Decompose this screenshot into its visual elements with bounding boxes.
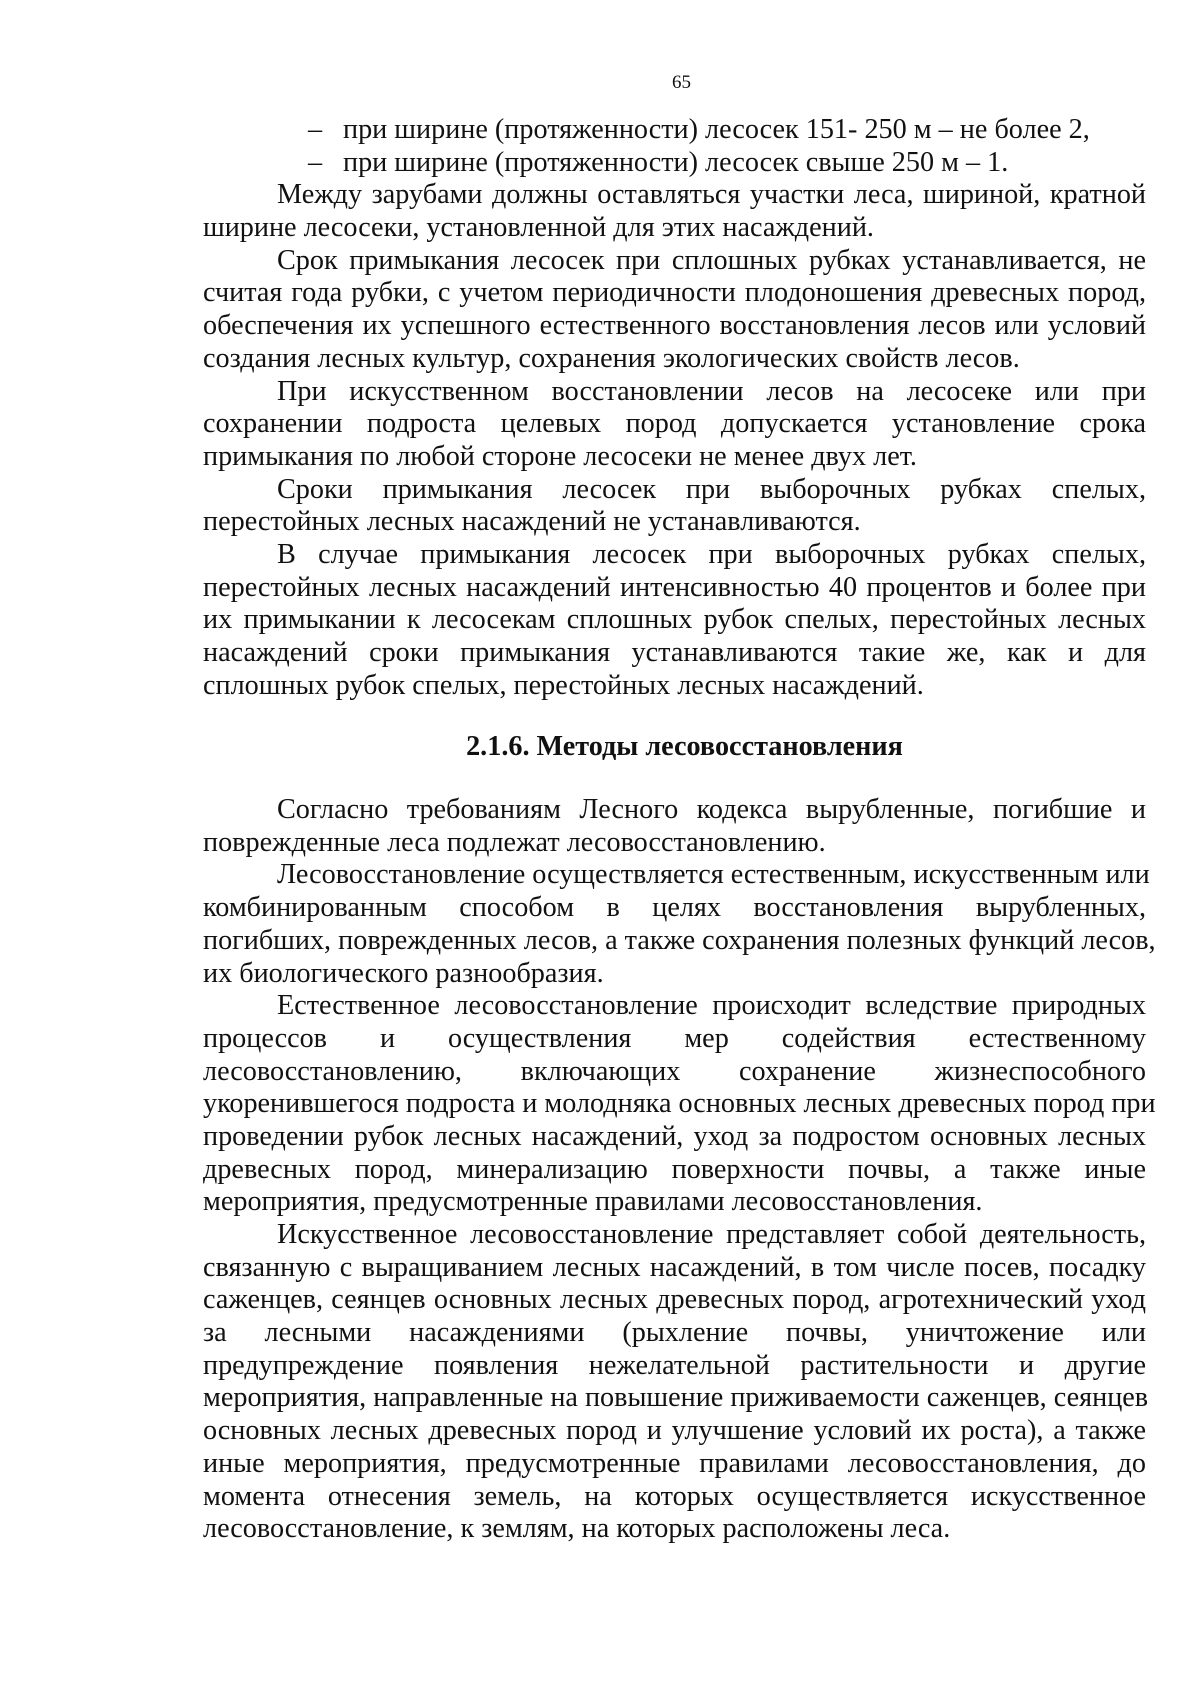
body-text: [203, 114, 1156, 1546]
paragraph: [203, 474, 1146, 539]
paragraph-line: сплошных рубок спелых, перестойных лесных насаждений.: [203, 669, 924, 701]
paragraph-line: Искусственное лесовосстановление представляет собой деятельность,: [277, 1219, 1146, 1250]
paragraph-line: предупреждение появления нежелательной растительности и другие: [203, 1349, 1146, 1381]
section-heading: 2.1.6. Методы лесовосстановления: [466, 731, 903, 763]
paragraph: [203, 1219, 1149, 1546]
list-item: [203, 147, 1146, 180]
paragraph-line: Срок примыкания лесосек при сплошных рубках устанавливается, не: [277, 244, 1146, 276]
paragraph: [203, 179, 1146, 244]
paragraph: [203, 794, 1146, 859]
paragraph-line: поврежденные леса подлежат лесовосстановлению.: [203, 826, 826, 858]
paragraph: [203, 376, 1146, 474]
list-marker: –: [308, 114, 323, 145]
paragraph-line: Лесовосстановление осуществляется естественным, искусственным или: [277, 859, 1150, 891]
paragraph-line: мероприятия, предусмотренные правилами лесовосстановления.: [203, 1186, 983, 1218]
paragraph-line: иные мероприятия, предусмотренные правилами лесовосстановления, до: [203, 1447, 1146, 1479]
paragraph-line: В случае примыкания лесосек при выборочных рубках спелых,: [277, 538, 1146, 570]
paragraph-line: проведении рубок лесных насаждений, уход за подростом основных лесных: [203, 1120, 1146, 1152]
paragraph-group: [203, 794, 1156, 1546]
paragraph-line: мероприятия, направленные на повышение приживаемости саженцев, сеянцев: [203, 1382, 1149, 1414]
paragraph-line: сохранении подроста целевых пород допускается установление срока: [203, 408, 1146, 440]
paragraph: [203, 990, 1156, 1219]
paragraph-line: перестойных лесных насаждений не устанавливаются.: [203, 506, 861, 538]
paragraph-line: Согласно требованиям Лесного кодекса вырубленные, погибшие и: [277, 794, 1146, 826]
paragraph-line: перестойных лесных насаждений интенсивностью 40 процентов и более при: [203, 571, 1146, 603]
paragraph-line: лесовосстановление, к землям, на которых расположены леса.: [203, 1513, 951, 1545]
paragraph-line: считая года рубки, с учетом периодичности плодоношения древесных пород,: [203, 277, 1146, 309]
paragraph-line: погибших, поврежденных лесов, а также сохранения полезных функций лесов,: [203, 924, 1156, 956]
list-marker: –: [308, 146, 323, 178]
paragraph-line: При искусственном восстановлении лесов на лесосеке или при: [277, 375, 1146, 407]
paragraph-line: процессов и осуществления мер содействия естественному: [203, 1022, 1146, 1054]
paragraph-line: основных лесных древесных пород и улучшение условий их роста), а также: [203, 1415, 1146, 1447]
paragraph-line: древесных пород, минерализацию поверхности почвы, а также иные: [203, 1153, 1146, 1185]
paragraph-line: лесовосстановлению, включающих сохранение жизнеспособного: [203, 1055, 1146, 1087]
paragraph-line: их примыкании к лесосекам сплошных рубок спелых, перестойных лесных: [203, 604, 1146, 636]
paragraph-line: Между зарубами должны оставляться участки леса, шириной, кратной: [277, 179, 1146, 211]
paragraph-line: примыкания по любой стороне лесосеки не менее двух лет.: [203, 440, 917, 472]
paragraph: [203, 245, 1146, 376]
list-item-text: при ширине (протяженности) лесосек свыше 250 м – 1.: [343, 146, 1009, 178]
paragraph: [203, 539, 1146, 702]
paragraph-line: насаждений сроки примыкания устанавливаются такие же, как и для: [203, 637, 1146, 668]
paragraph-line: их биологического разнообразия.: [203, 957, 604, 989]
paragraph-line: за лесными насаждениями (рыхление почвы, уничтожение или: [203, 1317, 1146, 1349]
paragraph-line: Сроки примыкания лесосек при выборочных рубках спелых,: [277, 473, 1146, 505]
paragraph-line: ширине лесосеки, установленной для этих насаждений.: [203, 212, 874, 244]
paragraph-line: обеспечения их успешного естественного восстановления лесов или условий: [203, 310, 1146, 342]
paragraph-line: создания лесных культур, сохранения экологических свойств лесов.: [203, 342, 1020, 374]
paragraph-group: [203, 179, 1146, 702]
paragraph-line: укоренившегося подроста и молодняка основных лесных древесных пород при: [203, 1088, 1156, 1120]
paragraph-line: момента отнесения земель, на которых осуществляется искусственное: [203, 1480, 1146, 1512]
paragraph-line: комбинированным способом в целях восстановления вырубленных,: [203, 892, 1146, 924]
paragraph-line: Естественное лесовосстановление происходит вследствие природных: [277, 990, 1146, 1022]
paragraph-line: связанную с выращиванием лесных насаждений, в том числе посев, посадку: [203, 1251, 1146, 1283]
paragraph: [203, 859, 1156, 990]
list-item-text: при ширине (протяженности) лесосек 151- 250 м – не более 2,: [343, 114, 1090, 145]
page-number: 65: [672, 72, 691, 93]
paragraph-line: саженцев, сеянцев основных лесных древесных пород, агротехнический уход: [203, 1284, 1146, 1316]
list-item: [203, 114, 1146, 147]
